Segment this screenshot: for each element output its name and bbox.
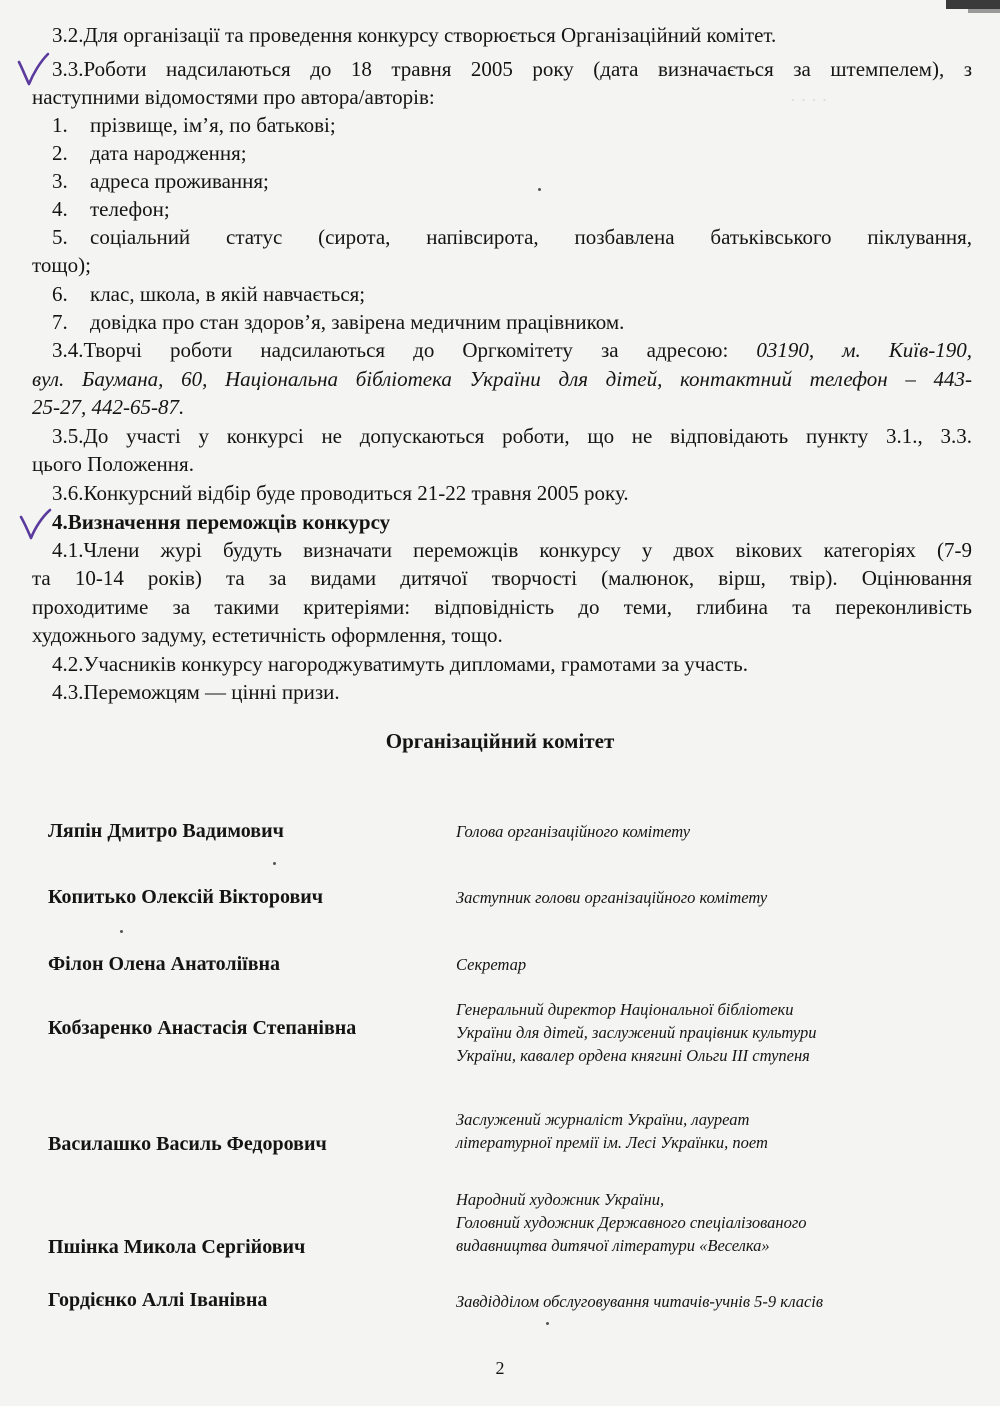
paragraph-3-3-line: 3.3.Роботи надсилаються до 18 травня 2005 року (дата визначається за штемпелем), з bbox=[52, 57, 972, 81]
list-text: клас, школа, в якій навчається; bbox=[90, 282, 366, 306]
member-role-line: Заступник голови організаційного комітету bbox=[456, 888, 768, 907]
member-role-line: Народний художник України, bbox=[456, 1190, 665, 1209]
list-number: 2. bbox=[52, 141, 68, 165]
list-item bbox=[52, 280, 972, 308]
paragraph-4-1-line: художнього задуму, естетичність оформлення, тощо. bbox=[32, 623, 503, 647]
scan-corner-mark bbox=[940, 0, 1000, 14]
member-role bbox=[456, 820, 976, 843]
list-number: 6. bbox=[52, 282, 68, 306]
list-item bbox=[52, 195, 972, 223]
member-role-line: Завдідділом обслуговування читачів-учнів 5-9 класів bbox=[456, 1292, 824, 1311]
member-role-line: Голова організаційного комітету bbox=[456, 822, 691, 841]
address-text: 25-27, 442-65-87. bbox=[32, 395, 185, 419]
member-role-line: Головний художник Державного спеціалізованого bbox=[456, 1213, 807, 1232]
paragraph-3-2: 3.2.Для організації та проведення конкурсу створюється Організаційний комітет. bbox=[52, 23, 777, 47]
member-role bbox=[456, 1188, 976, 1257]
list-item bbox=[52, 139, 972, 167]
list-item bbox=[52, 111, 972, 139]
member-role bbox=[456, 953, 976, 976]
paragraph-3-5-line: 3.5.До участі у конкурсі не допускаються роботи, що не відповідають пункту 3.1., 3.3. bbox=[52, 424, 972, 448]
paragraph-3-4-line bbox=[52, 336, 972, 364]
list-text: телефон; bbox=[90, 197, 170, 221]
scan-speck bbox=[273, 862, 276, 865]
list-text: дата народження; bbox=[90, 141, 247, 165]
paragraph-3-3-line: наступними відомостями про автора/авторів: bbox=[32, 85, 435, 109]
member-name: Кобзаренко Анастасія Степанівна bbox=[48, 1017, 357, 1039]
list-text: адреса проживання; bbox=[90, 169, 269, 193]
page-number: 2 bbox=[495, 1358, 505, 1378]
list-number: 1. bbox=[52, 113, 68, 137]
address-text: 03190, м. Київ-190, bbox=[756, 338, 972, 362]
list-number: 7. bbox=[52, 310, 68, 334]
list-item bbox=[52, 223, 972, 251]
member-name: Василашко Василь Федорович bbox=[48, 1133, 327, 1155]
paragraph-3-5-line: цього Положення. bbox=[32, 452, 194, 476]
member-role-line: Генеральний директор Національної бібліотеки bbox=[456, 1000, 794, 1019]
scan-speck bbox=[538, 188, 541, 191]
paragraph-3-6: 3.6.Конкурсний відбір буде проводиться 21-22 травня 2005 року. bbox=[52, 481, 629, 505]
list-item bbox=[52, 308, 972, 336]
list-text: довідка про стан здоров’я, завірена медичним працівником. bbox=[90, 310, 625, 334]
paragraph-4-1-line: проходитиме за такими критеріями: відповідність до теми, глибина та переконливість bbox=[32, 595, 972, 619]
address-text: вул. Баумана, 60, Національна бібліотека України для дітей, контактний телефон – 443- bbox=[32, 367, 972, 391]
section-heading-4: 4.Визначення переможців конкурсу bbox=[52, 510, 391, 534]
paragraph-text: 3.4.Творчі роботи надсилаються до Оргкомітету за адресою: bbox=[52, 338, 729, 362]
member-name: Пшінка Микола Сергійович bbox=[48, 1236, 306, 1258]
list-number: 5. bbox=[52, 225, 68, 249]
paragraph-4-1-line: 4.1.Члени журі будуть визначати переможців конкурсу у двох вікових категоріях (7-9 bbox=[52, 538, 972, 562]
paragraph-4-3: 4.3.Переможцям — цінні призи. bbox=[52, 680, 340, 704]
member-name: Гордієнко Аллі Іванівна bbox=[48, 1289, 268, 1311]
member-role bbox=[456, 1108, 976, 1154]
member-role-line: літературної премії ім. Лесі Українки, поет bbox=[456, 1133, 768, 1152]
list-number: 4. bbox=[52, 197, 68, 221]
member-name: Копитько Олексій Вікторович bbox=[48, 886, 324, 908]
member-role bbox=[456, 998, 976, 1067]
show-through: · · · · bbox=[790, 90, 828, 110]
member-name: Ляпін Дмитро Вадимович bbox=[48, 820, 284, 842]
list-number: 3. bbox=[52, 169, 68, 193]
member-role bbox=[456, 886, 976, 909]
list-text: соціальний статус (сирота, напівсирота, позбавлена батьківського піклування, bbox=[90, 225, 972, 249]
member-name: Філон Олена Анатоліївна bbox=[48, 953, 281, 975]
member-role-line: України для дітей, заслужений працівник культури bbox=[456, 1023, 817, 1042]
paragraph-4-2: 4.2.Учасників конкурсу нагороджуватимуть дипломами, грамотами за участь. bbox=[52, 652, 748, 676]
list-text: прізвище, ім’я, по батькові; bbox=[90, 113, 336, 137]
committee-heading: Організаційний комітет bbox=[385, 729, 615, 753]
member-role-line: видавництва дитячої літератури «Веселка» bbox=[456, 1236, 770, 1255]
checkmark-icon bbox=[18, 508, 52, 547]
list-item-continuation: тощо); bbox=[32, 253, 91, 277]
member-role-line: Заслужений журналіст України, лауреат bbox=[456, 1110, 750, 1129]
member-role bbox=[456, 1290, 976, 1313]
member-role-line: Секретар bbox=[456, 955, 527, 974]
scan-speck bbox=[546, 1322, 549, 1325]
list-item bbox=[52, 167, 972, 195]
paragraph-4-1-line: та 10-14 років) та за видами дитячої творчості (малюнок, вірш, твір). Оцінювання bbox=[32, 566, 972, 590]
scan-speck bbox=[120, 930, 123, 933]
member-role-line: України, кавалер ордена княгині Ольги ІІІ ступеня bbox=[456, 1046, 810, 1065]
